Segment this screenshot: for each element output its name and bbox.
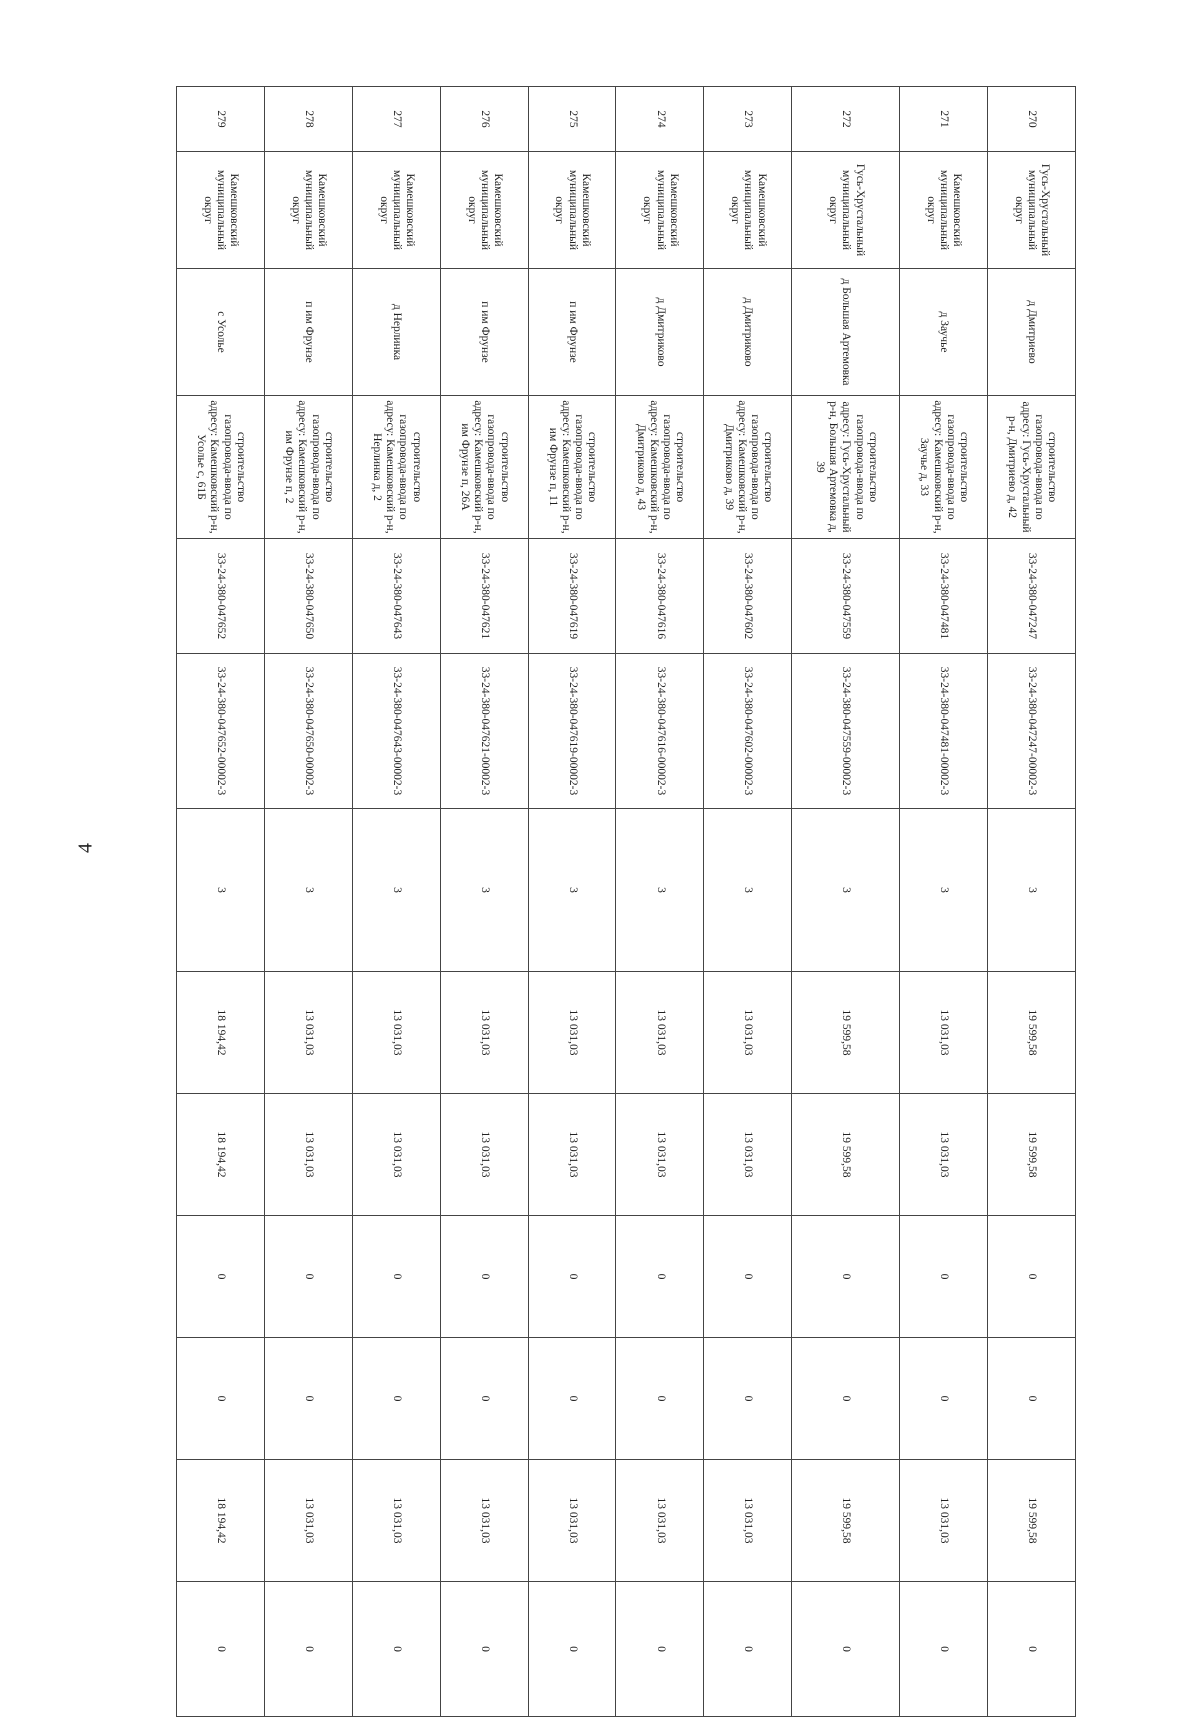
amount-cell-2: 13 031,03 bbox=[352, 1094, 440, 1216]
amount-cell-5: 13 031,03 bbox=[264, 1460, 352, 1582]
amount-cell-2: 13 031,03 bbox=[528, 1094, 616, 1216]
amount-cell-4: 0 bbox=[616, 1338, 704, 1460]
amount-cell-5: 13 031,03 bbox=[900, 1460, 988, 1582]
settlement-cell: д Дмитриково bbox=[616, 269, 704, 396]
page-number: 4 bbox=[74, 843, 97, 853]
amount-cell-2: 13 031,03 bbox=[900, 1094, 988, 1216]
full-code-cell: 33-24-380-047643-00002-3 bbox=[352, 654, 440, 809]
amount-cell-4: 0 bbox=[704, 1338, 792, 1460]
amount-cell-1: 19 599,58 bbox=[988, 972, 1076, 1094]
row-number-cell: 275 bbox=[528, 87, 616, 152]
description-cell: строительство газопровода-ввода по адресу: Камешковский р-н, Нерлинка д, 2 bbox=[352, 396, 440, 539]
description-cell: строительство газопровода-ввода по адресу: Гусь-Хрустальный р-н, Дмитриево д, 42 bbox=[988, 396, 1076, 539]
description-cell: строительство газопровода-ввода по адресу: Камешковский р-н, им Фрунзе п, 11 bbox=[528, 396, 616, 539]
amount-cell-3: 0 bbox=[792, 1216, 900, 1338]
description-cell: строительство газопровода-ввода по адресу: Камешковский р-н, Усолье с, 61Б bbox=[177, 396, 265, 539]
category-cell: 3 bbox=[792, 809, 900, 972]
amount-cell-2: 13 031,03 bbox=[616, 1094, 704, 1216]
object-code-cell: 33-24-380-047602 bbox=[704, 539, 792, 654]
table-row bbox=[264, 87, 352, 1717]
full-code-cell: 33-24-380-047650-00002-3 bbox=[264, 654, 352, 809]
description-cell: строительство газопровода-ввода по адресу: Камешковский р-н, Дмитриково д, 43 bbox=[616, 396, 704, 539]
amount-cell-4: 0 bbox=[352, 1338, 440, 1460]
full-code-cell: 33-24-380-047619-00002-3 bbox=[528, 654, 616, 809]
category-cell: 3 bbox=[440, 809, 528, 972]
amount-cell-6: 0 bbox=[704, 1582, 792, 1717]
category-cell: 3 bbox=[900, 809, 988, 972]
full-code-cell: 33-24-380-047616-00002-3 bbox=[616, 654, 704, 809]
row-number-cell: 272 bbox=[792, 87, 900, 152]
amount-cell-3: 0 bbox=[616, 1216, 704, 1338]
full-code-cell: 33-24-380-047559-00002-3 bbox=[792, 654, 900, 809]
amount-cell-4: 0 bbox=[264, 1338, 352, 1460]
amount-cell-2: 13 031,03 bbox=[440, 1094, 528, 1216]
table-row bbox=[988, 87, 1076, 1717]
district-cell: Камешковский муниципальный округ bbox=[704, 152, 792, 269]
full-code-cell: 33-24-380-047247-00002-3 bbox=[988, 654, 1076, 809]
amount-cell-6: 0 bbox=[177, 1582, 265, 1717]
category-cell: 3 bbox=[177, 809, 265, 972]
settlement-cell: д Дмитриково bbox=[704, 269, 792, 396]
amount-cell-1: 13 031,03 bbox=[616, 972, 704, 1094]
row-number-cell: 279 bbox=[177, 87, 265, 152]
category-cell: 3 bbox=[352, 809, 440, 972]
row-number-cell: 274 bbox=[616, 87, 704, 152]
settlement-cell: с Усолье bbox=[177, 269, 265, 396]
amount-cell-1: 13 031,03 bbox=[704, 972, 792, 1094]
table-row bbox=[900, 87, 988, 1717]
category-cell: 3 bbox=[988, 809, 1076, 972]
description-cell: строительство газопровода-ввода по адресу: Камешковский р-н, им Фрунзе п, 26А bbox=[440, 396, 528, 539]
object-code-cell: 33-24-380-047559 bbox=[792, 539, 900, 654]
amount-cell-4: 0 bbox=[528, 1338, 616, 1460]
settlement-cell: д Заучье bbox=[900, 269, 988, 396]
amount-cell-1: 13 031,03 bbox=[440, 972, 528, 1094]
amount-cell-3: 0 bbox=[988, 1216, 1076, 1338]
amount-cell-5: 19 599,58 bbox=[792, 1460, 900, 1582]
table-row bbox=[704, 87, 792, 1717]
object-code-cell: 33-24-380-047650 bbox=[264, 539, 352, 654]
amount-cell-1: 18 194,42 bbox=[177, 972, 265, 1094]
amount-cell-1: 13 031,03 bbox=[352, 972, 440, 1094]
full-code-cell: 33-24-380-047621-00002-3 bbox=[440, 654, 528, 809]
amount-cell-6: 0 bbox=[264, 1582, 352, 1717]
amount-cell-3: 0 bbox=[900, 1216, 988, 1338]
amount-cell-5: 13 031,03 bbox=[616, 1460, 704, 1582]
full-code-cell: 33-24-380-047652-00002-3 bbox=[177, 654, 265, 809]
amount-cell-2: 19 599,58 bbox=[792, 1094, 900, 1216]
description-cell: строительство газопровода-ввода по адресу: Камешковский р-н, Заучье д, 33 bbox=[900, 396, 988, 539]
table-row bbox=[177, 87, 265, 1717]
amount-cell-3: 0 bbox=[440, 1216, 528, 1338]
amount-cell-3: 0 bbox=[528, 1216, 616, 1338]
amount-cell-2: 19 599,58 bbox=[988, 1094, 1076, 1216]
district-cell: Камешковский муниципальный округ bbox=[528, 152, 616, 269]
table-row bbox=[792, 87, 900, 1717]
row-number-cell: 270 bbox=[988, 87, 1076, 152]
row-number-cell: 271 bbox=[900, 87, 988, 152]
amount-cell-3: 0 bbox=[352, 1216, 440, 1338]
object-code-cell: 33-24-380-047652 bbox=[177, 539, 265, 654]
amount-cell-4: 0 bbox=[988, 1338, 1076, 1460]
amount-cell-3: 0 bbox=[264, 1216, 352, 1338]
amount-cell-4: 0 bbox=[792, 1338, 900, 1460]
category-cell: 3 bbox=[264, 809, 352, 972]
amount-cell-1: 13 031,03 bbox=[900, 972, 988, 1094]
amount-cell-5: 13 031,03 bbox=[352, 1460, 440, 1582]
amount-cell-6: 0 bbox=[616, 1582, 704, 1717]
object-code-cell: 33-24-380-047643 bbox=[352, 539, 440, 654]
full-code-cell: 33-24-380-047481-00002-3 bbox=[900, 654, 988, 809]
district-cell: Камешковский муниципальный округ bbox=[440, 152, 528, 269]
description-cell: строительство газопровода-ввода по адресу: Камешковский р-н, им Фрунзе п, 2 bbox=[264, 396, 352, 539]
district-cell: Гусь-Хрустальный муниципальный округ bbox=[792, 152, 900, 269]
amount-cell-5: 18 194,42 bbox=[177, 1460, 265, 1582]
amount-cell-4: 0 bbox=[440, 1338, 528, 1460]
row-number-cell: 277 bbox=[352, 87, 440, 152]
object-code-cell: 33-24-380-047621 bbox=[440, 539, 528, 654]
table-row bbox=[440, 87, 528, 1717]
district-cell: Камешковский муниципальный округ bbox=[900, 152, 988, 269]
row-number-cell: 278 bbox=[264, 87, 352, 152]
gas-pipeline-table bbox=[176, 86, 1076, 1717]
settlement-cell: п им Фрунзе bbox=[264, 269, 352, 396]
settlement-cell: п им Фрунзе bbox=[440, 269, 528, 396]
amount-cell-6: 0 bbox=[988, 1582, 1076, 1717]
amount-cell-2: 13 031,03 bbox=[704, 1094, 792, 1216]
object-code-cell: 33-24-380-047619 bbox=[528, 539, 616, 654]
amount-cell-5: 13 031,03 bbox=[440, 1460, 528, 1582]
amount-cell-5: 13 031,03 bbox=[704, 1460, 792, 1582]
amount-cell-6: 0 bbox=[352, 1582, 440, 1717]
amount-cell-6: 0 bbox=[440, 1582, 528, 1717]
amount-cell-3: 0 bbox=[704, 1216, 792, 1338]
category-cell: 3 bbox=[616, 809, 704, 972]
category-cell: 3 bbox=[528, 809, 616, 972]
object-code-cell: 33-24-380-047247 bbox=[988, 539, 1076, 654]
amount-cell-3: 0 bbox=[177, 1216, 265, 1338]
object-code-cell: 33-24-380-047616 bbox=[616, 539, 704, 654]
amount-cell-6: 0 bbox=[528, 1582, 616, 1717]
amount-cell-2: 13 031,03 bbox=[264, 1094, 352, 1216]
object-code-cell: 33-24-380-047481 bbox=[900, 539, 988, 654]
amount-cell-6: 0 bbox=[900, 1582, 988, 1717]
amount-cell-4: 0 bbox=[900, 1338, 988, 1460]
settlement-cell: д Дмитриево bbox=[988, 269, 1076, 396]
amount-cell-1: 13 031,03 bbox=[528, 972, 616, 1094]
amount-cell-1: 19 599,58 bbox=[792, 972, 900, 1094]
category-cell: 3 bbox=[704, 809, 792, 972]
amount-cell-4: 0 bbox=[177, 1338, 265, 1460]
description-cell: строительство газопровода-ввода по адресу: Гусь-Хрустальный р-н, Большая Артемовка д, 39 bbox=[792, 396, 900, 539]
district-cell: Гусь-Хрустальный муниципальный округ bbox=[988, 152, 1076, 269]
district-cell: Камешковский муниципальный округ bbox=[616, 152, 704, 269]
amount-cell-2: 18 194,42 bbox=[177, 1094, 265, 1216]
district-cell: Камешковский муниципальный округ bbox=[352, 152, 440, 269]
table-body bbox=[177, 87, 1076, 1717]
description-cell: строительство газопровода-ввода по адресу: Камешковский р-н, Дмитриково д, 39 bbox=[704, 396, 792, 539]
settlement-cell: п им Фрунзе bbox=[528, 269, 616, 396]
rotated-table-wrapper bbox=[176, 86, 1076, 1652]
amount-cell-1: 13 031,03 bbox=[264, 972, 352, 1094]
row-number-cell: 276 bbox=[440, 87, 528, 152]
amount-cell-5: 19 599,58 bbox=[988, 1460, 1076, 1582]
table-row bbox=[528, 87, 616, 1717]
full-code-cell: 33-24-380-047602-00002-3 bbox=[704, 654, 792, 809]
settlement-cell: д Нерлинка bbox=[352, 269, 440, 396]
settlement-cell: д Большая Артемовка bbox=[792, 269, 900, 396]
amount-cell-6: 0 bbox=[792, 1582, 900, 1717]
district-cell: Камешковский муниципальный округ bbox=[177, 152, 265, 269]
amount-cell-5: 13 031,03 bbox=[528, 1460, 616, 1582]
district-cell: Камешковский муниципальный округ bbox=[264, 152, 352, 269]
row-number-cell: 273 bbox=[704, 87, 792, 152]
table-row bbox=[616, 87, 704, 1717]
table-row bbox=[352, 87, 440, 1717]
